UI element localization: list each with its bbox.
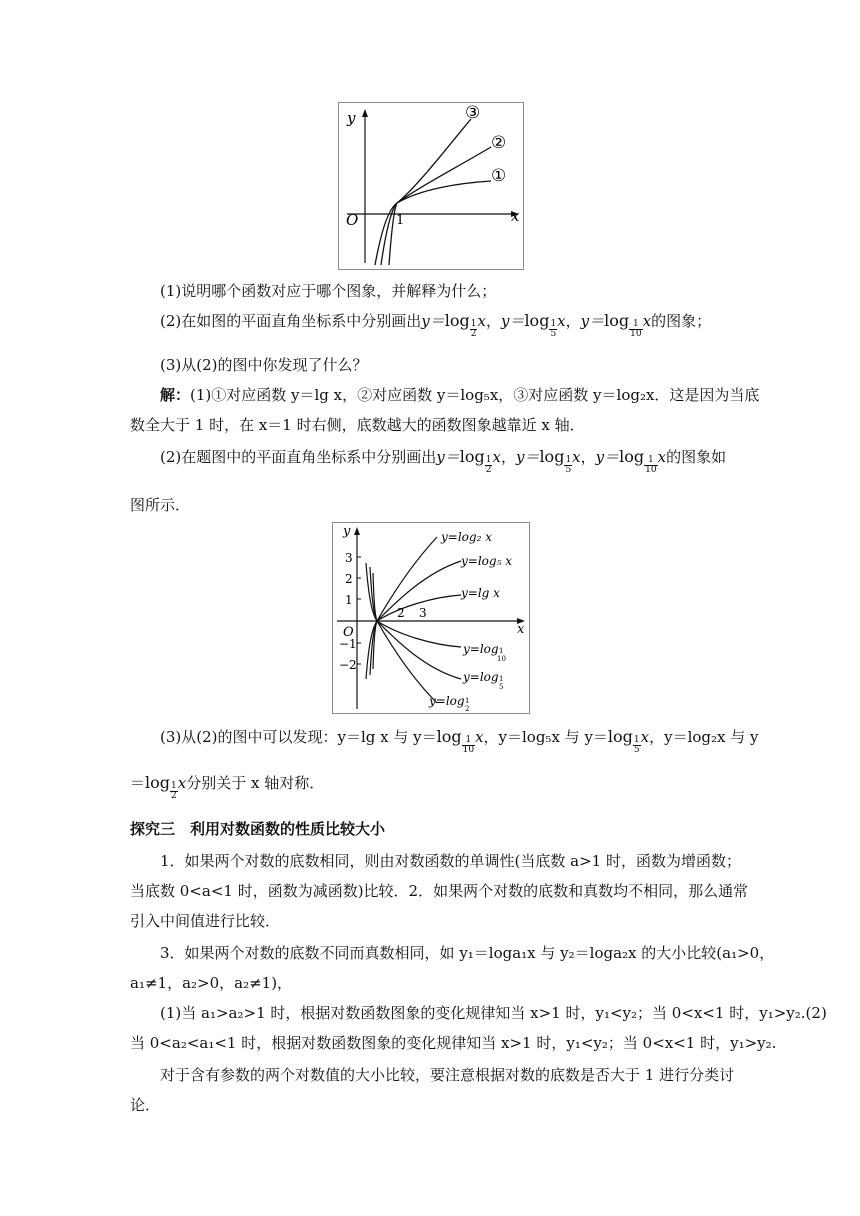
- para-5-line-2: 论．: [130, 1096, 161, 1114]
- label-log-1-2: y=log: [429, 694, 465, 708]
- x-tick-3: 3: [419, 606, 427, 620]
- label-log-1-10-den: 10: [497, 655, 506, 663]
- question-2: (2)在如图的平面直角坐标系中分别画出y＝log $\frac{1}{2}$ x，y＝log $\frac{1}{5}$ x，y＝log $\frac{1}{10}$ x的图象；: [160, 311, 712, 339]
- label-log-1-5: y=log: [463, 670, 499, 684]
- answer-2-line-2: 图所示．: [130, 496, 191, 514]
- answer-3-line-2: ＝log $\frac{1}{2}$ x分别关于 x 轴对称．: [130, 773, 325, 801]
- label-log2: y=log₂ x: [441, 530, 492, 544]
- x-tick-2: 2: [397, 606, 405, 620]
- para-1-line-1: 1．如果两个对数的底数相同，则由对数函数的单调性(当底数 a>1 时，函数为增函数；: [160, 852, 741, 870]
- y-tick-3: 3: [345, 551, 353, 565]
- question-3: (3)从(2)的图中你发现了什么？: [160, 356, 368, 374]
- y-tick-neg-1: −1: [339, 637, 357, 651]
- label-log-1-10-num: 1: [499, 647, 504, 655]
- para-1-line-2: 当底数 0<a<1 时，函数为减函数)比较．2．如果两个对数的底数和真数均不相同，那么通常: [130, 882, 749, 900]
- figure-log-family: [332, 522, 530, 714]
- para-3-line-1: 3．如果两个对数的底数不同而真数相同，如 y₁＝loga₁x 与 y₂＝loga₂x 的大小比较(a₁>0，: [160, 944, 775, 962]
- answer-1-line-1: 解：(1)①对应函数 y＝lg x，②对应函数 y＝log₅x，③对应函数 y＝log₂x．这是因为当底: [160, 386, 760, 404]
- curve-label-1: ①: [491, 166, 507, 186]
- curve-label-2: ②: [491, 133, 507, 153]
- para-4-line-2: 当 0<a₂<a₁<1 时，根据对数函数图象的变化规律知当 x>1 时，y₁<y₂；当 0<x<1 时，y₁>y₂.: [130, 1034, 777, 1052]
- section-heading: 探究三 利用对数函数的性质比较大小: [130, 820, 386, 838]
- label-lg: y=lg x: [461, 586, 500, 600]
- y-tick-1: 1: [345, 593, 353, 607]
- para-4-line-1: (1)当 a₁>a₂>1 时，根据对数函数图象的变化规律知当 x>1 时，y₁<y₂；当 0<x<1 时，y₁>y₂.(2): [160, 1004, 827, 1022]
- curve-label-3: ③: [465, 103, 481, 123]
- y-axis-label: y: [347, 109, 356, 127]
- one-tick: 1: [396, 213, 405, 228]
- answer-3-line-1: (3)从(2)的图中可以发现：y＝lg x 与 y＝log $\frac{1}{10}$ x，y＝log₅x 与 y＝log $\frac{1}{5}$ x，y＝log₂x 与 y: [160, 727, 759, 755]
- label-log-1-10: y=log: [463, 642, 499, 656]
- origin-label: O: [346, 211, 359, 229]
- y-tick-neg-2: −2: [339, 658, 357, 672]
- para-5-line-1: 对于含有参数的两个对数值的大小比较，要注意根据对数的底数是否大于 1 进行分类讨: [160, 1066, 735, 1084]
- label-log-1-2-num: 1: [465, 697, 470, 705]
- para-3-line-2: a₁≠1，a₂>0，a₂≠1)，: [130, 974, 293, 992]
- x-axis-label: x: [517, 622, 525, 637]
- answer-1-line-2: 数全大于 1 时，在 x＝1 时右侧，底数越大的函数图象越靠近 x 轴．: [130, 416, 585, 434]
- question-1: (1)说明哪个函数对应于哪个图象，并解释为什么；: [160, 282, 497, 300]
- label-log-1-2-den: 2: [465, 705, 470, 713]
- y-axis-label: y: [343, 524, 351, 539]
- answer-2-line-1: (2)在题图中的平面直角坐标系中分别画出y＝log $\frac{1}{2}$ x，y＝log $\frac{1}{5}$ x，y＝log $\frac{1}{10}$ x的图象如: [160, 447, 727, 475]
- label-log5: y=log₅ x: [461, 554, 512, 568]
- figure-log-curves: [338, 102, 524, 270]
- origin-label: O: [343, 625, 354, 640]
- label-log-1-5-num: 1: [499, 675, 504, 683]
- para-1-line-3: 引入中间值进行比较．: [130, 912, 281, 930]
- y-tick-2: 2: [345, 572, 353, 586]
- label-log-1-5-den: 5: [499, 683, 504, 691]
- x-axis-label: x: [511, 207, 520, 225]
